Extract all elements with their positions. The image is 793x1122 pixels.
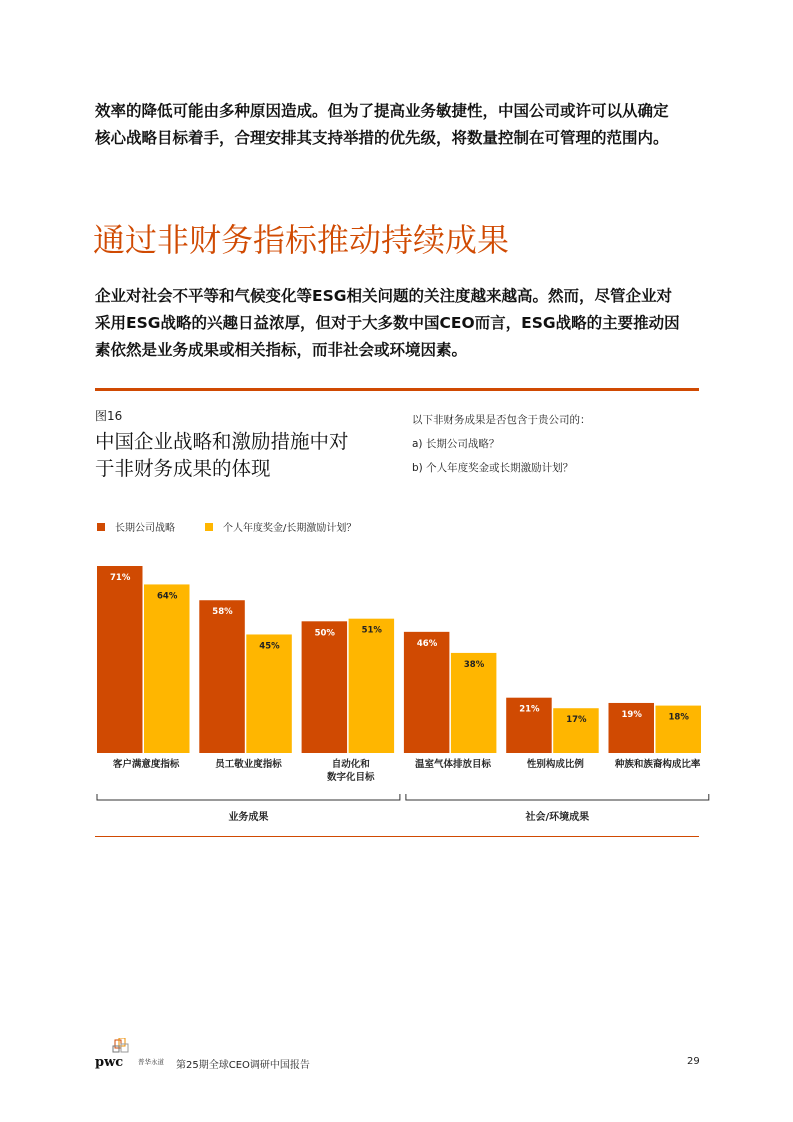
footer-tagline: 普华永道 [138,1058,164,1066]
group-bracket [97,794,400,800]
category-label: 温室气体排放目标 [415,759,492,770]
category-label: 员工敬业度指标 [215,759,282,770]
bar-incentive [246,634,291,753]
figure-bottom-rule [95,836,699,837]
bar-strategy [302,621,348,753]
bar-value-label: 46% [416,638,438,649]
page-number: 29 [687,1056,700,1067]
category-label: 种族和族裔构成比率 [614,759,701,770]
bar-incentive [349,619,395,753]
pwc-logo-text: pwc [95,1055,124,1070]
section-line-2: 采用ESG战略的兴趣日益浓厚，但对于大多数中国CEO而言，ESG战略的主要推动因 [95,314,680,332]
intro-line-1: 效率的降低可能由多种原因造成。但为了提高业务敏捷性，中国公司或许可以从确定 [95,102,669,120]
bar-value-label: 45% [259,641,280,652]
bar-strategy [199,600,245,753]
bar-strategy [97,566,143,753]
figure-option-a: a) 长期公司战略？ [412,438,500,450]
figure-label: 图16 [95,409,123,423]
legend-label-strategy: 长期公司战略 [115,523,175,534]
figure-title-line-2: 于非财务成果的体现 [95,457,271,480]
group-label: 业务成果 [228,812,269,823]
bar-value-label: 38% [463,659,485,670]
bar-value-label: 18% [668,712,689,723]
bar-value-label: 58% [212,607,233,618]
bar-value-label: 17% [566,715,587,726]
section-line-3: 素依然是业务成果或相关指标，而非社会或环境因素。 [95,341,468,359]
pwc-logo [95,1038,137,1074]
category-label: 数字化目标 [326,772,375,783]
category-label: 性别构成比例 [526,759,584,770]
group-bracket [406,794,709,800]
bar-value-label: 21% [519,704,540,715]
bar-value-label: 51% [361,625,382,636]
footer-report-title: 第25期全球CEO调研中国报告 [176,1060,310,1071]
bar-value-label: 50% [314,628,335,639]
category-label: 客户满意度指标 [112,759,180,770]
section-line-1: 企业对社会不平等和气候变化等ESG相关问题的关注度越来越高。然而，尽管企业对 [95,287,672,305]
group-label: 社会/环境成果 [525,812,590,823]
bar-incentive [144,584,190,753]
bar-value-label: 71% [110,573,131,583]
figure-title-line-1: 中国企业战略和激励措施中对 [95,430,349,453]
legend-label-incentive: 个人年度奖金/长期激励计划？ [223,523,357,534]
intro-line-2: 核心战略目标着手，合理安排其支持举措的优先级，将数量控制在可管理的范围内。 [95,129,669,147]
category-label: 自动化和 [331,759,370,770]
bar-strategy [404,632,450,753]
figure-option-b: b) 个人年度奖金或长期激励计划？ [412,462,574,474]
section-heading: 通过非财务指标推动持续成果 [93,221,510,259]
pwc-logo-mark [95,1038,137,1070]
bar-value-label: 64% [157,591,178,602]
figure-question: 以下非财务成果是否包含于贵公司的： [412,414,591,426]
bar-value-label: 19% [621,709,642,720]
